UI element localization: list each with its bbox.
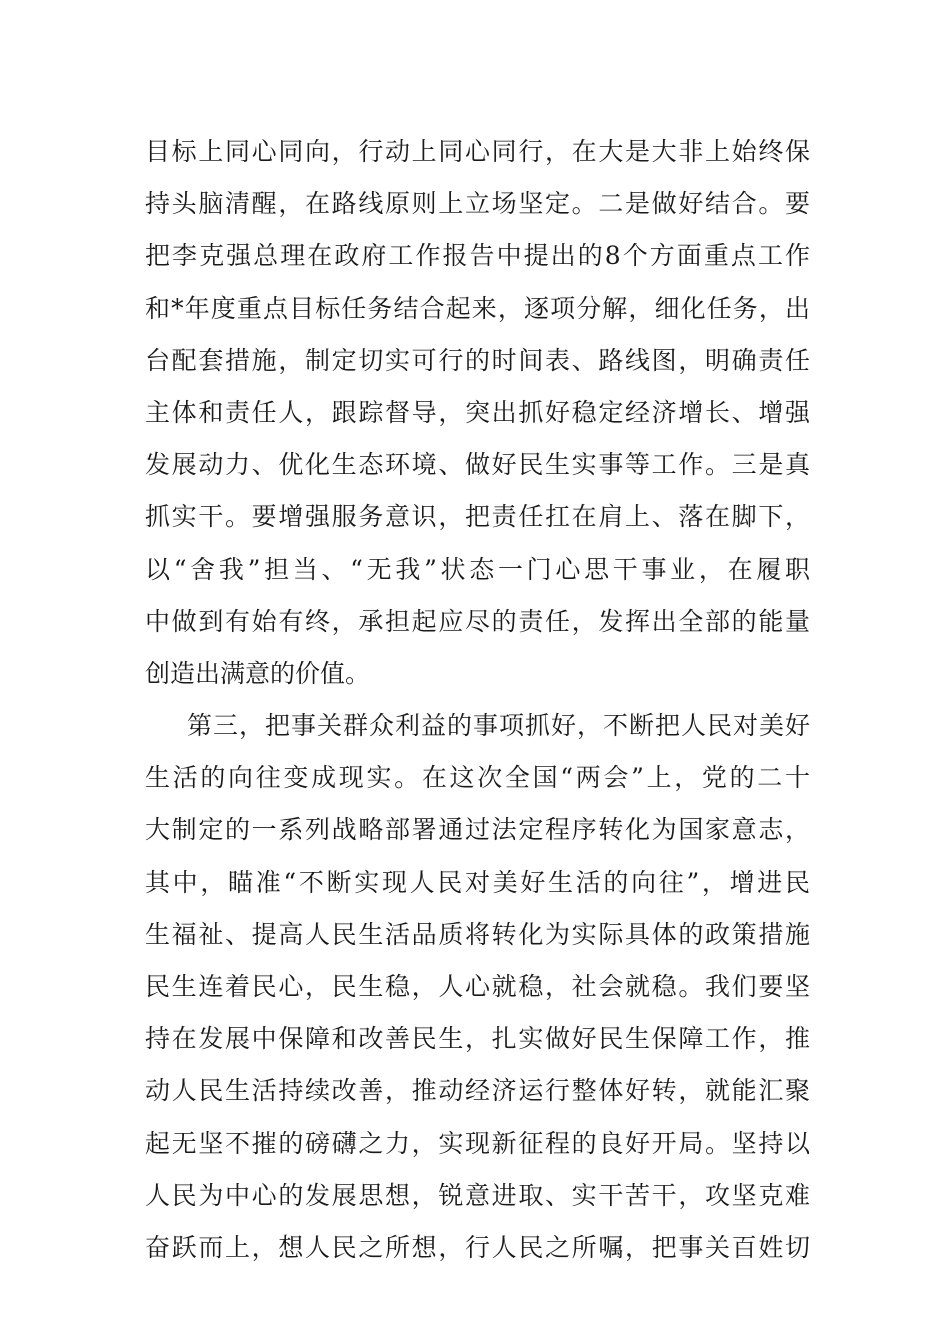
text-line: 动人民生活持续改善，推动经济运行整体好转，就能汇聚 [145, 1076, 810, 1106]
text-line: 发展动力、优化生态环境、做好民生实事等工作。三是真 [145, 450, 810, 480]
text-line: 以“舍我”担当、“无我”状态一门心思干事业，在履职 [145, 554, 810, 584]
paragraph-start-line: 第三，把事关群众利益的事项抓好，不断把人民对美好 [187, 711, 810, 741]
text-line: 中做到有始有终，承担起应尽的责任，发挥出全部的能量 [145, 606, 810, 636]
text-line: 持头脑清醒，在路线原则上立场坚定。二是做好结合。要 [145, 189, 810, 219]
text-line: 起无坚不摧的磅礴之力，实现新征程的良好开局。坚持以 [145, 1128, 810, 1158]
body-text [145, 126, 810, 1274]
text-line: 目标上同心同向，行动上同心同行，在大是大非上始终保 [145, 137, 810, 166]
text-line: 台配套措施，制定切实可行的时间表、路线图，明确责任 [145, 345, 810, 375]
text-line: 生福祉、提高人民生活品质将转化为实际具体的政策措施 [145, 919, 810, 949]
text-line: 大制定的一系列战略部署通过法定程序转化为国家意志， [145, 815, 810, 845]
text-line: 持在发展中保障和改善民生，扎实做好民生保障工作，推 [145, 1024, 810, 1054]
text-line: 把李克强总理在政府工作报告中提出的8个方面重点工作 [145, 241, 810, 271]
text-line: 民生连着民心，民生稳，人心就稳，社会就稳。我们要坚 [145, 972, 810, 1001]
text-line: 奋跃而上，想人民之所想，行人民之所嘱，把事关百姓切 [145, 1232, 810, 1262]
text-line: 和*年度重点目标任务结合起来，逐项分解，细化任务，出 [145, 293, 810, 323]
text-line: 其中，瞄准“不断实现人民对美好生活的向往”，增进民 [145, 867, 810, 897]
paragraph-end-line: 创造出满意的价值。 [145, 658, 371, 688]
text-line: 抓实干。要增强服务意识，把责任扛在肩上、落在脚下， [145, 502, 810, 532]
text-line: 主体和责任人，跟踪督导，突出抓好稳定经济增长、增强 [145, 397, 810, 427]
text-line: 生活的向往变成现实。在这次全国“两会”上，党的二十 [145, 763, 810, 793]
text-line: 人民为中心的发展思想，锐意进取、实干苦干，攻坚克难 [145, 1180, 810, 1210]
